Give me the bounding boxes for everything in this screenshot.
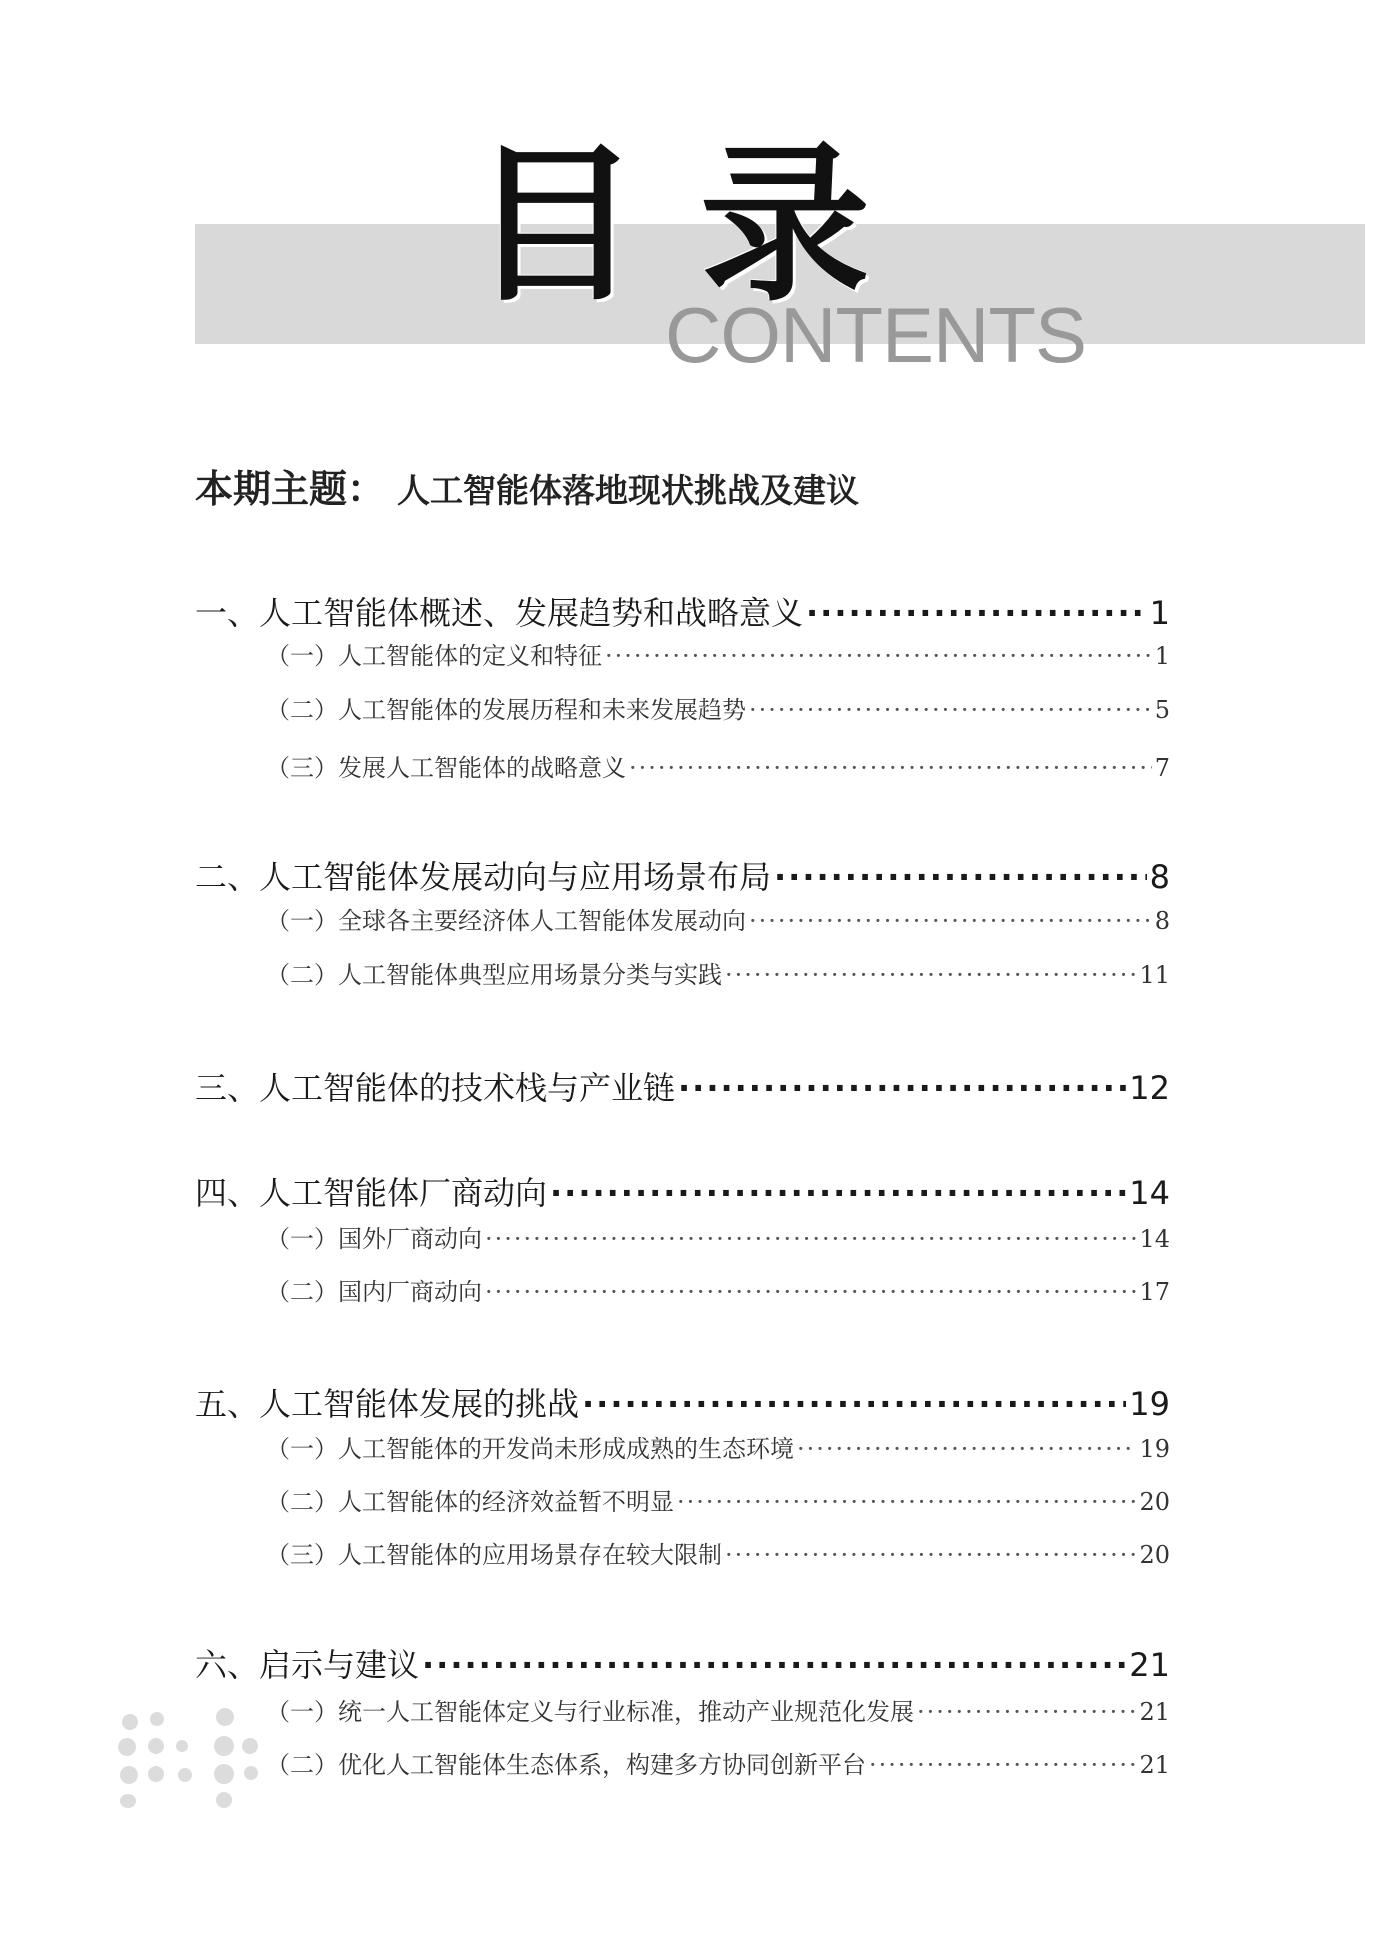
toc-page-number: 20 — [1139, 1541, 1170, 1569]
toc-subsection-title: （二）人工智能体的经济效益暂不明显 — [266, 1488, 674, 1516]
toc-page-number: 21 — [1129, 1646, 1170, 1684]
toc-section-3[interactable] — [195, 1063, 1170, 1109]
toc-subsection[interactable] — [266, 1272, 1170, 1307]
dot-leader — [582, 1385, 1126, 1423]
dot-leader — [806, 594, 1147, 632]
toc-subsection[interactable] — [266, 901, 1170, 936]
toc-page-number: 17 — [1139, 1278, 1170, 1306]
toc-section-4[interactable] — [195, 1168, 1170, 1214]
dot-leader — [629, 754, 1152, 782]
toc-page-number: 12 — [1129, 1069, 1170, 1107]
toc-page-number: 20 — [1139, 1488, 1170, 1516]
toc-page-number: 21 — [1139, 1698, 1170, 1726]
toc-subsection-title: （一）全球各主要经济体人工智能体发展动向 — [266, 907, 746, 935]
toc-page-number: 8 — [1154, 907, 1170, 935]
toc-page-number: 11 — [1139, 961, 1170, 989]
toc-section-5[interactable] — [195, 1379, 1170, 1425]
toc-subsection-title: （一）统一人工智能体定义与行业标准，推动产业规范化发展 — [266, 1698, 914, 1726]
toc-subsection[interactable] — [266, 1429, 1170, 1464]
toc-section-title: 六、启示与建议 — [195, 1646, 420, 1684]
dot-leader — [422, 1646, 1126, 1684]
toc-section-title: 二、人工智能体发展动向与应用场景布局 — [195, 858, 772, 896]
topic-label: 本期主题： — [195, 467, 386, 511]
toc-subsection-title: （二）国内厂商动向 — [266, 1278, 482, 1306]
toc-subsection-title: （二）人工智能体的发展历程和未来发展趋势 — [266, 696, 746, 724]
dot-leader — [749, 907, 1152, 935]
issue-topic — [195, 467, 860, 511]
toc-section-title: 五、人工智能体发展的挑战 — [195, 1385, 580, 1423]
dot-leader — [917, 1698, 1136, 1726]
toc-section-title: 四、人工智能体厂商动向 — [195, 1174, 548, 1212]
toc-page-number: 21 — [1139, 1751, 1170, 1779]
dot-leader — [678, 1069, 1126, 1107]
toc-page-number: 14 — [1129, 1174, 1170, 1212]
page-title-english: CONTENTS — [665, 291, 1086, 379]
toc-subsection[interactable] — [266, 1482, 1170, 1517]
toc-section-title: 三、人工智能体的技术栈与产业链 — [195, 1069, 676, 1107]
topic-value: 人工智能体落地现状挑战及建议 — [397, 471, 860, 510]
toc-page-number: 7 — [1154, 754, 1170, 782]
toc-subsection[interactable] — [266, 636, 1170, 671]
toc-section-6[interactable] — [195, 1640, 1170, 1686]
toc-subsection-title: （一）国外厂商动向 — [266, 1225, 482, 1253]
toc-page-number: 19 — [1139, 1435, 1170, 1463]
dot-leader — [797, 1435, 1136, 1463]
toc-subsection[interactable] — [266, 748, 1170, 783]
toc-subsection-title: （一）人工智能体的开发尚未形成成熟的生态环境 — [266, 1435, 794, 1463]
dot-leader — [869, 1751, 1136, 1779]
toc-page-number: 14 — [1139, 1225, 1170, 1253]
page-title: 目录 — [470, 125, 931, 325]
toc-subsection-title: （三）人工智能体的应用场景存在较大限制 — [266, 1541, 722, 1569]
toc-section-2[interactable] — [195, 852, 1170, 898]
toc-page-number: 8 — [1149, 858, 1170, 896]
dot-leader — [774, 858, 1147, 896]
toc-section-1[interactable] — [195, 588, 1170, 634]
dot-leader — [725, 1541, 1136, 1569]
toc-page-number: 1 — [1154, 642, 1170, 670]
toc-page-number: 5 — [1154, 696, 1170, 724]
decorative-dot-pattern — [118, 1708, 278, 1808]
toc-subsection[interactable] — [266, 1692, 1170, 1727]
toc-subsection-title: （三）发展人工智能体的战略意义 — [266, 754, 626, 782]
toc-page-number: 1 — [1149, 594, 1170, 632]
dot-leader — [605, 642, 1152, 670]
dot-leader — [485, 1225, 1136, 1253]
toc-subsection[interactable] — [266, 955, 1170, 990]
toc-subsection[interactable] — [266, 690, 1170, 725]
toc-section-title: 一、人工智能体概述、发展趋势和战略意义 — [195, 594, 804, 632]
dot-leader — [550, 1174, 1126, 1212]
toc-subsection[interactable] — [266, 1535, 1170, 1570]
toc-subsection-title: （二）人工智能体典型应用场景分类与实践 — [266, 961, 722, 989]
toc-page-number: 19 — [1129, 1385, 1170, 1423]
dot-leader — [677, 1488, 1136, 1516]
toc-subsection[interactable] — [266, 1745, 1170, 1780]
toc-subsection[interactable] — [266, 1219, 1170, 1254]
toc-subsection-title: （二）优化人工智能体生态体系，构建多方协同创新平台 — [266, 1751, 866, 1779]
dot-leader — [725, 961, 1136, 989]
dot-leader — [485, 1278, 1136, 1306]
dot-leader — [749, 696, 1152, 724]
toc-subsection-title: （一）人工智能体的定义和特征 — [266, 642, 602, 670]
